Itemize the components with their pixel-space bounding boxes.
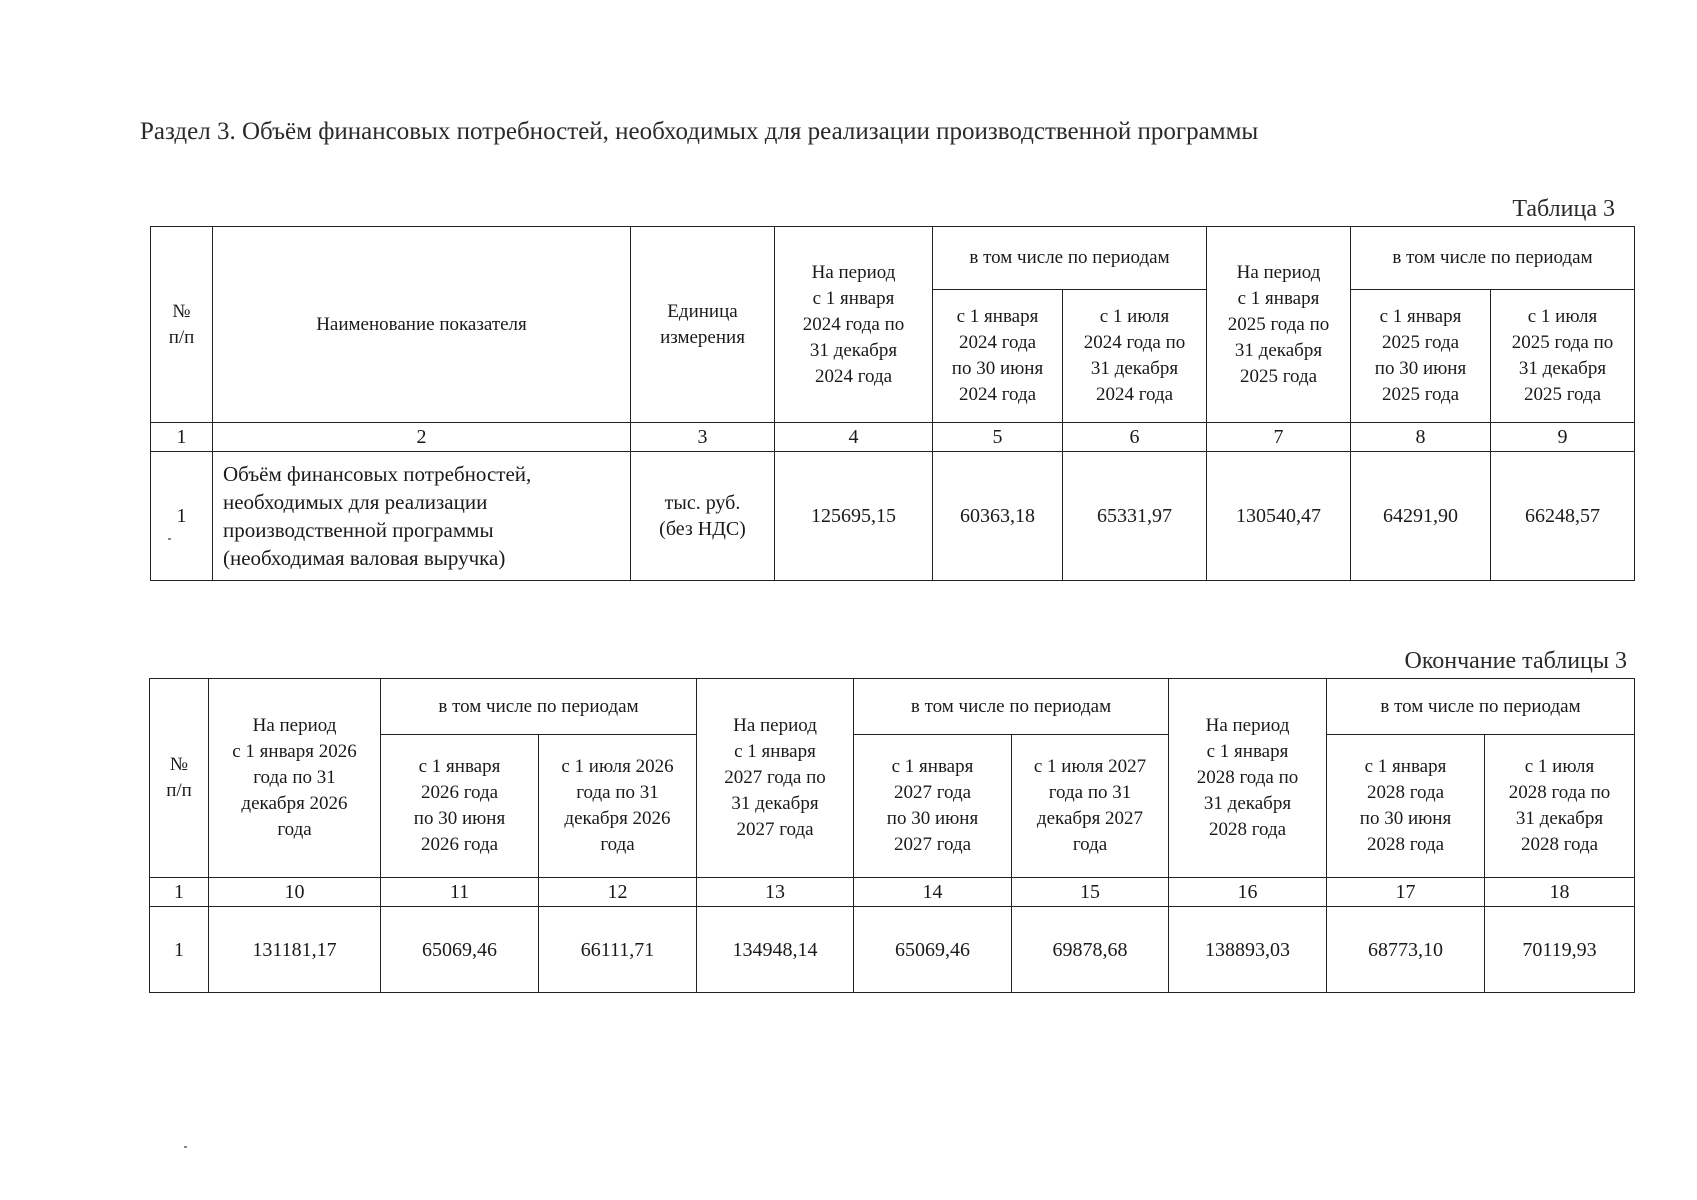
column-number: 10 <box>209 878 381 907</box>
header-2028-first-half: с 1 января 2028 года по 30 июня 2028 года <box>1327 735 1485 878</box>
column-number: 2 <box>213 423 631 452</box>
row-number: 1 <box>151 452 213 581</box>
header-2028-second-half: с 1 июля 2028 года по 31 декабря 2028 года <box>1485 735 1635 878</box>
column-number: 4 <box>775 423 933 452</box>
column-number: 12 <box>539 878 697 907</box>
column-number: 17 <box>1327 878 1485 907</box>
value-2026-h1: 65069,46 <box>381 907 539 993</box>
column-number: 5 <box>933 423 1063 452</box>
header-2026-first-half: с 1 января 2026 года по 30 июня 2026 года <box>381 735 539 878</box>
value-2024-h2: 65331,97 <box>1063 452 1207 581</box>
header-period-2024: На период с 1 января 2024 года по 31 декабря 2024 года <box>775 227 933 423</box>
header-period-2026: На период с 1 января 2026 года по 31 декабря 2026 года <box>209 679 381 878</box>
column-number: 8 <box>1351 423 1491 452</box>
header-2025-first-half: с 1 января 2025 года по 30 июня 2025 года <box>1351 290 1491 423</box>
column-number: 16 <box>1169 878 1327 907</box>
header-num: № п/п <box>150 679 209 878</box>
value-2026-total: 131181,17 <box>209 907 381 993</box>
header-num: № п/п <box>151 227 213 423</box>
value-2024-h1: 60363,18 <box>933 452 1063 581</box>
value-2028-h2: 70119,93 <box>1485 907 1635 993</box>
column-number: 1 <box>150 878 209 907</box>
indicator-name: Объём финансовых потребностей, необходимых для реализации производственной программы (необходимая валовая выручка) <box>213 452 631 581</box>
header-including-periods: в том числе по периодам <box>933 227 1207 290</box>
column-number: 11 <box>381 878 539 907</box>
column-number: 1 <box>151 423 213 452</box>
header-2025-second-half: с 1 июля 2025 года по 31 декабря 2025 года <box>1491 290 1635 423</box>
value-2027-h1: 65069,46 <box>854 907 1012 993</box>
column-number: 15 <box>1012 878 1169 907</box>
column-number: 9 <box>1491 423 1635 452</box>
section-title: Раздел 3. Объём финансовых потребностей, необходимых для реализации производственной программы <box>140 118 1259 145</box>
header-period-2025: На период с 1 января 2025 года по 31 декабря 2025 года <box>1207 227 1351 423</box>
value-2025-total: 130540,47 <box>1207 452 1351 581</box>
header-including-periods: в том числе по периодам <box>854 679 1169 735</box>
table2 <box>149 678 1635 993</box>
header-indicator-name: Наименование показателя <box>213 227 631 423</box>
header-2027-second-half: с 1 июля 2027 года по 31 декабря 2027 года <box>1012 735 1169 878</box>
header-2024-first-half: с 1 января 2024 года по 30 июня 2024 года <box>933 290 1063 423</box>
value-2028-h1: 68773,10 <box>1327 907 1485 993</box>
column-number: 18 <box>1485 878 1635 907</box>
header-2027-first-half: с 1 января 2027 года по 30 июня 2027 года <box>854 735 1012 878</box>
header-2024-second-half: с 1 июля 2024 года по 31 декабря 2024 года <box>1063 290 1207 423</box>
header-including-periods: в том числе по периодам <box>381 679 697 735</box>
table1 <box>150 226 1635 581</box>
column-number: 6 <box>1063 423 1207 452</box>
header-including-periods: в том числе по периодам <box>1351 227 1635 290</box>
column-number: 3 <box>631 423 775 452</box>
value-2028-total: 138893,03 <box>1169 907 1327 993</box>
header-2026-second-half: с 1 июля 2026 года по 31 декабря 2026 года <box>539 735 697 878</box>
unit-of-measure: тыс. руб. (без НДС) <box>631 452 775 581</box>
value-2026-h2: 66111,71 <box>539 907 697 993</box>
header-unit: Единица измерения <box>631 227 775 423</box>
column-number: 7 <box>1207 423 1351 452</box>
scan-speck <box>184 1146 187 1148</box>
header-period-2027: На период с 1 января 2027 года по 31 декабря 2027 года <box>697 679 854 878</box>
value-2025-h1: 64291,90 <box>1351 452 1491 581</box>
value-2027-h2: 69878,68 <box>1012 907 1169 993</box>
value-2027-total: 134948,14 <box>697 907 854 993</box>
value-2024-total: 125695,15 <box>775 452 933 581</box>
value-2025-h2: 66248,57 <box>1491 452 1635 581</box>
scan-speck <box>168 538 171 540</box>
table2-caption: Окончание таблицы 3 <box>1404 648 1627 674</box>
table1-caption: Таблица 3 <box>1512 196 1615 222</box>
row-number: 1 <box>150 907 209 993</box>
header-period-2028: На период с 1 января 2028 года по 31 декабря 2028 года <box>1169 679 1327 878</box>
column-number: 13 <box>697 878 854 907</box>
column-number: 14 <box>854 878 1012 907</box>
header-including-periods: в том числе по периодам <box>1327 679 1635 735</box>
